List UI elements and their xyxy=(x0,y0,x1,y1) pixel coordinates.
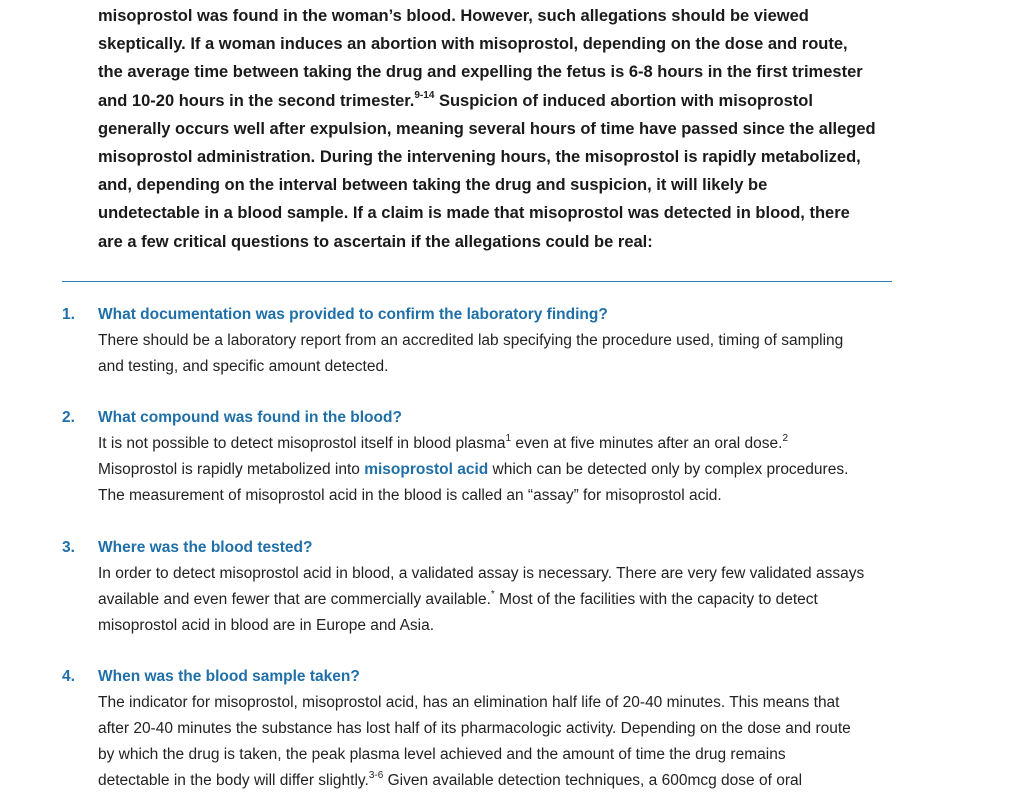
citation-superscript: 1 xyxy=(505,432,512,444)
intro-line: generally occurs well after expulsion, meaning several hours of time have passed since the alleged xyxy=(98,119,876,138)
body-text: It is not possible to detect misoprostol itself in blood plasma xyxy=(98,435,506,452)
citation-superscript: 9-14 xyxy=(414,90,435,102)
body-text: which can be detected only by complex procedures. xyxy=(488,461,849,478)
body-line: The measurement of misoprostol acid in the blood is called an “assay” for misoprostol acid. xyxy=(98,487,722,504)
intro-line xyxy=(98,87,928,115)
body-line: In order to detect misoprostol acid in blood, a validated assay is necessary. There are very few validated assays xyxy=(98,565,865,582)
body-line: and testing, and specific amount detected. xyxy=(98,358,389,375)
intro-line: the average time between taking the drug and expelling the fetus is 6-8 hours in the first trimester xyxy=(98,63,863,82)
intro-line: are a few critical questions to ascertain if the allegations could be real: xyxy=(98,232,653,251)
intro-line: undetectable in a blood sample. If a claim is made that misoprostol was detected in blood, there xyxy=(98,204,850,223)
body-line: misoprostol acid in blood are in Europe and Asia. xyxy=(98,617,435,634)
item-title: What documentation was provided to confirm the laboratory finding? xyxy=(98,306,608,323)
body-line: There should be a laboratory report from an accredited lab specifying the procedure used, timing of sampling xyxy=(98,332,844,349)
body-text: Misoprostol is rapidly metabolized into xyxy=(98,461,365,478)
intro-line: misoprostol was found in the woman’s blood. However, such allegations should be viewed xyxy=(98,7,809,25)
item-title: Where was the blood tested? xyxy=(98,539,313,556)
item-number: 2. xyxy=(62,409,75,426)
citation-superscript: 3-6 xyxy=(368,769,384,781)
highlight-term: misoprostol acid xyxy=(364,461,489,478)
item-title: When was the blood sample taken? xyxy=(98,668,360,685)
body-text: available and even fewer that are commercially available. xyxy=(98,591,491,608)
body-line xyxy=(98,431,938,457)
item-number: 1. xyxy=(62,306,75,323)
body-line xyxy=(98,457,938,483)
body-text: Given available detection techniques, a 600mcg dose of oral xyxy=(383,772,803,789)
section-divider xyxy=(62,281,892,282)
intro-line: skeptically. If a woman induces an abortion with misoprostol, depending on the dose and route, xyxy=(98,35,848,54)
intro-text: and 10-20 hours in the second trimester. xyxy=(98,91,415,110)
item-number: 3. xyxy=(62,539,75,556)
item-title: What compound was found in the blood? xyxy=(98,409,402,426)
item-body xyxy=(98,328,938,380)
body-line: The indicator for misoprostol, misoprostol acid, has an elimination half life of 20-40 minutes. This means that xyxy=(98,694,840,711)
item-body xyxy=(98,431,938,509)
body-text: Most of the facilities with the capacity to detect xyxy=(494,591,818,608)
footnote-marker: * xyxy=(490,588,495,600)
intro-paragraph xyxy=(98,2,928,256)
body-line xyxy=(98,768,938,794)
citation-superscript: 2 xyxy=(782,432,789,444)
body-line: by which the drug is taken, the peak plasma level achieved and the amount of time the drug remains xyxy=(98,746,786,763)
body-line: after 20-40 minutes the substance has lost half of its pharmacologic activity. Depending on the dose and route xyxy=(98,720,851,737)
item-body xyxy=(98,690,938,794)
intro-line: misoprostol administration. During the intervening hours, the misoprostol is rapidly metabolized, xyxy=(98,148,861,167)
intro-line: and, depending on the interval between taking the drug and suspicion, it will likely be xyxy=(98,176,768,195)
intro-text: Suspicion of induced abortion with misoprostol xyxy=(434,91,813,110)
body-text: even at five minutes after an oral dose. xyxy=(511,435,783,452)
item-body xyxy=(98,561,938,639)
body-text: detectable in the body will differ slightly. xyxy=(98,772,369,789)
body-line xyxy=(98,587,938,613)
item-number: 4. xyxy=(62,668,75,685)
